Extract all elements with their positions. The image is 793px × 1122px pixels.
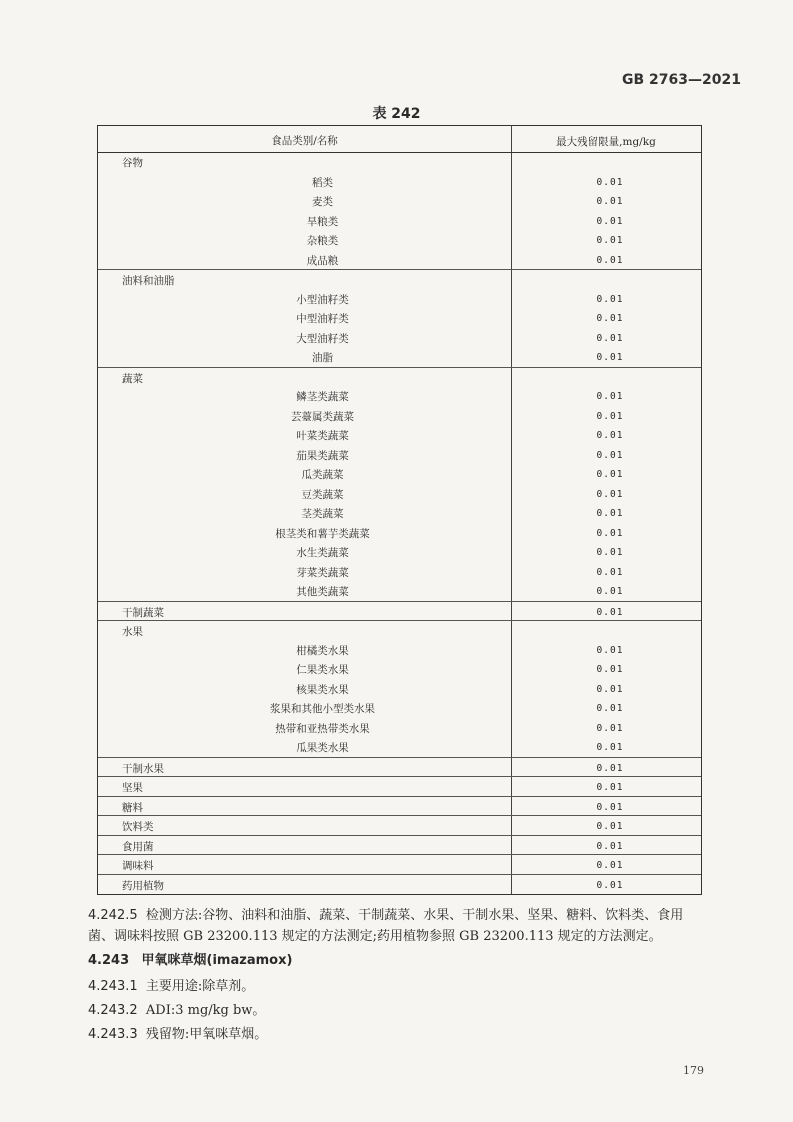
food-category: 食用菌 xyxy=(122,840,154,853)
mrl-value: 0.01 xyxy=(596,586,624,597)
clause-text: 主要用途:除草剂。 xyxy=(145,979,255,994)
food-subcategory: 水生类蔬菜 xyxy=(296,547,349,559)
mrl-value: 0.01 xyxy=(596,391,624,402)
paragraph-4-242-5 xyxy=(88,905,708,947)
table-row xyxy=(98,445,701,465)
table-row xyxy=(98,874,701,895)
table-row xyxy=(98,269,701,290)
mrl-value: 0.01 xyxy=(596,469,624,480)
food-category: 坚果 xyxy=(122,782,143,794)
mrl-value: 0.01 xyxy=(596,566,624,578)
table-row xyxy=(98,679,701,699)
food-subcategory: 中型油籽类 xyxy=(296,313,349,325)
clause-4-243-1 xyxy=(88,976,708,997)
food-subcategory: 热带和亚热带类水果 xyxy=(275,722,370,735)
table-row xyxy=(98,854,701,875)
food-category: 调味料 xyxy=(122,860,154,872)
food-category: 干制蔬菜 xyxy=(122,606,164,619)
table-row xyxy=(98,191,701,211)
food-subcategory: 成品粮 xyxy=(306,254,339,267)
food-subcategory: 核果类水果 xyxy=(296,683,349,696)
mrl-value: 0.01 xyxy=(596,879,624,891)
table-row xyxy=(98,523,701,543)
food-subcategory: 仁果类水果 xyxy=(296,664,349,676)
food-subcategory: 旱粮类 xyxy=(306,215,339,228)
food-subcategory: 芸薹属类蔬菜 xyxy=(291,410,354,423)
clause-text: 残留物:甲氧咪草烟。 xyxy=(145,1027,268,1042)
heading-number: 4.243 xyxy=(88,953,130,968)
food-category: 饮料类 xyxy=(122,821,154,833)
table-row xyxy=(98,737,701,757)
mrl-value: 0.01 xyxy=(596,860,624,871)
table-row xyxy=(98,659,701,679)
clause-number: 4.243.1 xyxy=(88,979,138,994)
food-subcategory: 稻类 xyxy=(312,176,333,189)
heading-text: 甲氧咪草烟(imazamox) xyxy=(141,953,293,968)
mrl-value: 0.01 xyxy=(596,352,624,363)
standard-code: GB 2763—2021 xyxy=(622,72,741,88)
food-subcategory: 杂粮类 xyxy=(306,235,339,247)
table-row xyxy=(98,698,701,718)
food-subcategory: 根茎类和薯芋类蔬菜 xyxy=(275,527,370,540)
mrl-value: 0.01 xyxy=(596,430,624,441)
mrl-value: 0.01 xyxy=(596,176,624,188)
table-row xyxy=(98,776,701,797)
header-mrl: 最大残留限量,mg/kg xyxy=(556,136,656,148)
table-row xyxy=(98,230,701,250)
clause-4-243-3 xyxy=(88,1024,708,1045)
mrl-value: 0.01 xyxy=(596,332,624,344)
food-subcategory: 瓜类蔬菜 xyxy=(301,469,344,481)
mrl-value: 0.01 xyxy=(596,742,624,753)
mrl-value: 0.01 xyxy=(596,703,624,714)
food-subcategory: 小型油籽类 xyxy=(296,293,349,306)
mrl-value: 0.01 xyxy=(596,762,624,774)
table-row xyxy=(98,289,701,309)
mrl-value: 0.01 xyxy=(596,235,624,246)
food-category: 水果 xyxy=(122,626,143,638)
table-row xyxy=(98,347,701,367)
table-title: 表 242 xyxy=(372,106,421,122)
table-row xyxy=(98,211,701,231)
food-category: 干制水果 xyxy=(122,762,164,775)
mrl-value: 0.01 xyxy=(596,801,624,813)
food-subcategory: 浆果和其他小型类水果 xyxy=(270,703,375,715)
food-subcategory: 叶菜类蔬菜 xyxy=(296,430,349,442)
clause-text: ADI:3 mg/kg bw。 xyxy=(145,1003,266,1018)
table-row xyxy=(98,581,701,601)
mrl-value: 0.01 xyxy=(596,410,624,422)
food-category: 蔬菜 xyxy=(122,372,143,385)
table-row xyxy=(98,250,701,270)
table-row xyxy=(98,601,701,622)
mrl-value: 0.01 xyxy=(596,449,624,461)
table-row xyxy=(98,425,701,445)
mrl-table xyxy=(97,125,702,895)
table-row xyxy=(98,172,701,192)
mrl-value: 0.01 xyxy=(596,821,624,832)
table-header xyxy=(98,126,701,153)
food-category: 油料和油脂 xyxy=(122,275,175,287)
mrl-value: 0.01 xyxy=(596,644,624,656)
food-subcategory: 芽菜类蔬菜 xyxy=(296,566,349,579)
mrl-value: 0.01 xyxy=(596,508,624,519)
mrl-value: 0.01 xyxy=(596,664,624,675)
table-row xyxy=(98,815,701,836)
food-subcategory: 油脂 xyxy=(312,352,333,364)
section-heading-4-243 xyxy=(88,950,708,971)
food-subcategory: 大型油籽类 xyxy=(296,332,349,345)
table-row xyxy=(98,640,701,660)
mrl-value: 0.01 xyxy=(596,840,624,852)
mrl-value: 0.01 xyxy=(596,683,624,695)
food-subcategory: 茎类蔬菜 xyxy=(301,508,344,520)
table-row xyxy=(98,718,701,738)
page-number: 179 xyxy=(683,1064,704,1077)
table-row xyxy=(98,620,701,641)
food-category: 糖料 xyxy=(122,801,143,814)
table-row xyxy=(98,464,701,484)
clause-number: 4.243.2 xyxy=(88,1003,138,1018)
mrl-value: 0.01 xyxy=(596,196,624,207)
table-row xyxy=(98,835,701,856)
table-row xyxy=(98,328,701,348)
food-subcategory: 豆类蔬菜 xyxy=(301,488,344,501)
food-subcategory: 麦类 xyxy=(312,196,333,208)
table-row xyxy=(98,796,701,817)
table-row xyxy=(98,308,701,328)
food-subcategory: 其他类蔬菜 xyxy=(296,586,349,598)
table-row xyxy=(98,367,701,388)
mrl-value: 0.01 xyxy=(596,722,624,734)
clause-number: 4.242.5 xyxy=(88,908,138,923)
mrl-value: 0.01 xyxy=(596,313,624,324)
table-row xyxy=(98,386,701,406)
table-row xyxy=(98,152,701,172)
food-subcategory: 茄果类蔬菜 xyxy=(296,449,349,462)
clause-number: 4.243.3 xyxy=(88,1027,138,1042)
food-subcategory: 鳞茎类蔬菜 xyxy=(296,391,349,403)
mrl-value: 0.01 xyxy=(596,215,624,227)
mrl-value: 0.01 xyxy=(596,488,624,500)
table-row xyxy=(98,542,701,562)
food-category: 药用植物 xyxy=(122,879,164,892)
mrl-value: 0.01 xyxy=(596,606,624,618)
table-row xyxy=(98,406,701,426)
table-row xyxy=(98,503,701,523)
mrl-value: 0.01 xyxy=(596,547,624,558)
mrl-value: 0.01 xyxy=(596,782,624,793)
clause-text: 检测方法:谷物、油料和油脂、蔬菜、干制蔬菜、水果、干制水果、坚果、糖料、饮料类、食用菌、调味料按照 GB 23200.113 规定的方法测定;药用植物参照 GB 23200.113 规定的方法测定。 xyxy=(88,908,684,944)
header-food-category: 食品类别/名称 xyxy=(271,135,338,147)
table-row xyxy=(98,562,701,582)
table-row xyxy=(98,757,701,778)
mrl-value: 0.01 xyxy=(596,254,624,266)
food-category: 谷物 xyxy=(122,157,143,169)
food-subcategory: 瓜果类水果 xyxy=(296,742,349,754)
clause-4-243-2 xyxy=(88,1000,708,1021)
table-row xyxy=(98,484,701,504)
food-subcategory: 柑橘类水果 xyxy=(296,644,349,657)
mrl-value: 0.01 xyxy=(596,527,624,539)
mrl-value: 0.01 xyxy=(596,293,624,305)
